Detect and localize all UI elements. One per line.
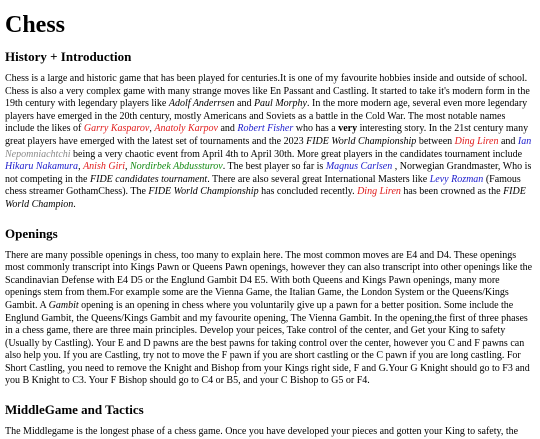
text-span: , <box>78 161 84 173</box>
player-name: Magnus Carlsen <box>325 161 393 173</box>
section-heading-history: History + Introduction <box>5 49 132 64</box>
text-span: and <box>234 98 254 110</box>
openings-paragraph <box>5 250 535 389</box>
player-name: Ding Liren <box>454 135 499 147</box>
text-span: The Middlegame is the longest phase of a chess game. Once you have developed your pieces and gotten your King to safety, the <box>5 426 519 438</box>
player-name: Ian <box>517 135 532 147</box>
event-name: FIDE World Championship <box>148 186 259 198</box>
text-span: . There are also several great International Masters like <box>207 173 430 185</box>
player-name: Levy Rozman <box>429 173 484 185</box>
player-name: Adolf Anderrsen <box>168 98 235 110</box>
text-span: has been crowned as the <box>400 186 504 198</box>
text-span: opening is an opening in chess where you voluntarily give up a pawn for a better position. Some include the Englund Gambit, the Queens/Kings Gambit and my favourite opening, The Vienna Gambit. In the opening,the first of three phases in a chess game, there are three main principles. Develop your peices, Take control of the center, and Get your King to safety (Usually by Castling). Your E and D pawns are the best pawns for taking control over the center, however you C and F pawns can also help you. If you are Castling, try not to move the F pawn if you are short castling or the C pawn if you are long castling. For Short Castling, you need to remove the Knight and Bishop from your Kings right side, F and G.Your G Knight should go to F3 and you B Knight to C3. Your F Bishop should go to C4 or B5, and your C Bishop to G5 or F4. <box>5 299 530 387</box>
term-text: Gambit <box>48 299 79 311</box>
player-name: Anish Giri <box>83 161 126 173</box>
text-span: . <box>73 198 76 210</box>
text-span: interesting story. In the 21st century many great players have emerged with the latest set of tournaments and the 2023 <box>5 123 529 147</box>
page <box>0 11 540 439</box>
player-name: Ding Liren <box>357 186 401 198</box>
player-name: Hikaru Nakamura <box>5 161 79 173</box>
text-span: between <box>416 135 455 147</box>
event-name: FIDE World Champion <box>5 186 526 210</box>
emphasis-text: very <box>338 123 358 135</box>
history-paragraph <box>5 73 535 212</box>
text-span: and <box>217 123 238 135</box>
player-name: Paul Morphy <box>253 98 307 110</box>
page-title: Chess <box>5 12 66 38</box>
text-span: , <box>125 161 131 173</box>
player-name: Nepomniachtchi <box>5 148 71 160</box>
text-span: has concluded recently. <box>258 186 358 198</box>
text-span: , <box>149 123 155 135</box>
text-span: and <box>498 135 518 147</box>
event-name: FIDE World Championship <box>306 135 417 147</box>
middlegame-paragraph <box>5 426 535 439</box>
text-span: , Norwegian Grandmaster, Who is not competing in the <box>5 161 532 185</box>
event-name: FIDE candidates tournament <box>90 173 208 185</box>
text-span: Chess is a large and historic game that has been played for centuries.It is one of my favourite hobbies inside and outside of school. Chess is also a very complex game with many strange moves like En Passant and Castling. It started to take it's modern form in the 19th century with legendary players like <box>5 73 530 110</box>
text-span: being a very chaotic event from April 4th to April 30th. More great players in the candidates tournament include <box>70 148 523 160</box>
player-name: Anatoly Karpov <box>154 123 218 135</box>
text-span: who has a <box>293 123 339 135</box>
text-span: There are many possible openings in chess, too many to explain here. The most common moves are E4 and D4. These openings most commonly transcript into Kings Pawn or Queens Pawn openings, however they can also transcript into other openings like the Scandinavian Defense with E4 D5 or the Englund Gambit D4 E5. With both Queens and Kings Pawn openings, many more openings stem from them.For example some are the Vienna Game, the Italian Game, the London System or the Queens/Kings Gambit. A <box>5 249 533 311</box>
text-span: . In the more modern age, several even more legendary players have emerged in the 20th century, mostly Americans and Soviets as a battle in the Cold War. The most notable names include the likes of <box>5 98 528 135</box>
player-name: Robert Fisher <box>237 123 294 135</box>
section-heading-middlegame: MiddleGame and Tactics <box>5 402 144 418</box>
text-span: . The best player so far is <box>222 161 326 173</box>
player-name: Garry Kasparov <box>83 123 150 135</box>
section-heading-openings: Openings <box>5 225 58 241</box>
text-span: (Famous chess streamer GothamChess). The <box>5 173 521 198</box>
player-name: Nordirbek Abdussturov <box>130 161 223 173</box>
